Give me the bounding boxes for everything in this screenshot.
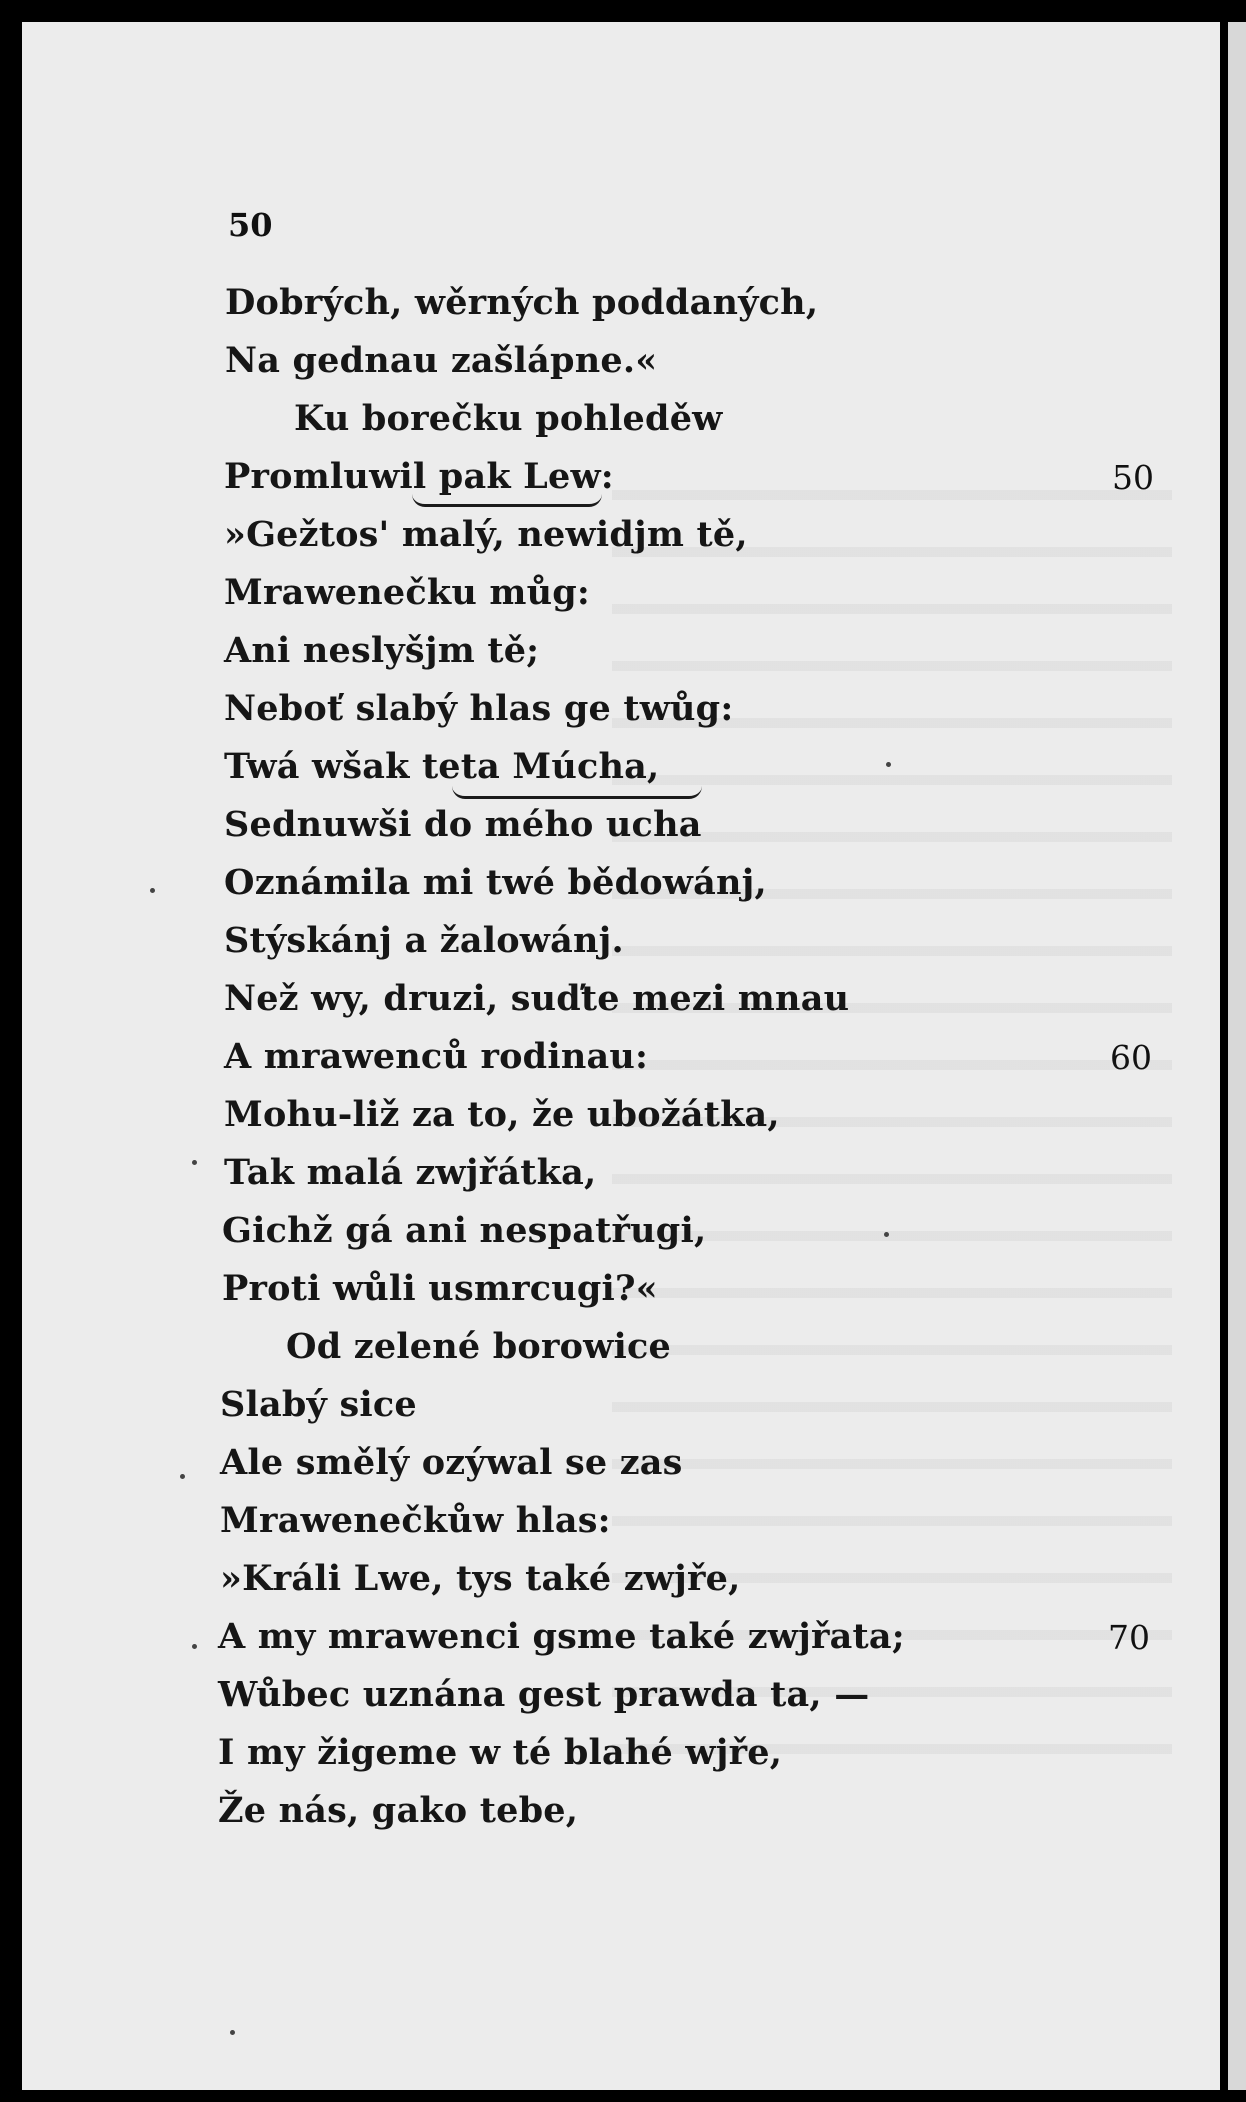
- verse-line: Slabý sice: [220, 1384, 417, 1425]
- verse-line: Na gednau zašlápne.«: [225, 340, 658, 381]
- verse-line: Stýskánj a žalowánj.: [224, 920, 624, 961]
- verse-line: Gichž gá ani nespatřugi,: [222, 1210, 707, 1251]
- scan-speck: [884, 1232, 889, 1237]
- verse-line: Dobrých, wěrných poddaných,: [225, 282, 819, 323]
- verse-line: Promluwil pak Lew:: [224, 456, 614, 497]
- verse-line: »Gežtos' malý, newidjm tě,: [224, 514, 748, 555]
- verse-line: Mrawenečku můg:: [224, 572, 591, 613]
- verse-line: Že nás, gako tebe,: [218, 1790, 579, 1831]
- verse-line: Proti wůli usmrcugi?«: [222, 1268, 658, 1309]
- line-number: 70: [1108, 1618, 1150, 1657]
- pencil-underline: [412, 494, 602, 507]
- line-number: 60: [1110, 1038, 1152, 1077]
- verse-line: »Králi Lwe, tys také zwjře,: [220, 1558, 741, 1599]
- verse-line: Ale smělý ozýwal se zas: [220, 1442, 683, 1483]
- verse-line: Mrawenečkůw hlas:: [220, 1500, 611, 1541]
- verse-line: Od zelené borowice: [286, 1326, 671, 1367]
- scan-speck: [180, 1474, 185, 1479]
- verse-line: Ani neslyšjm tě;: [224, 630, 540, 671]
- page-number: 50: [228, 206, 273, 244]
- verse-line: Neboť slabý hlas ge twůg:: [224, 688, 734, 729]
- verse-line: I my žigeme w té blahé wjře,: [218, 1732, 783, 1773]
- verse-line: A my mrawenci gsme také zwjřata;: [218, 1616, 905, 1657]
- verse-line: Než wy, druzi, suďte mezi mnau: [224, 978, 850, 1019]
- verse-line: A mrawenců rodinau:: [224, 1036, 649, 1077]
- scan-speck: [150, 888, 155, 893]
- scan-speck: [192, 1644, 197, 1649]
- verse-line: Sednuwši do mého ucha: [224, 804, 702, 845]
- scan-speck: [886, 762, 891, 767]
- verse-line: Wůbec uznána gest prawda ta, —: [218, 1674, 870, 1715]
- verse-line: Ku borečku pohleděw: [294, 398, 723, 439]
- book-page: [22, 22, 1220, 2090]
- line-number: 50: [1112, 458, 1154, 497]
- pencil-underline: [452, 786, 702, 799]
- scan-speck: [192, 1160, 197, 1165]
- verse-line: Oznámila mi twé bědowánj,: [224, 862, 767, 903]
- verse-line: Mohu-liž za to, že ubožátka,: [224, 1094, 780, 1135]
- page-edge: [1228, 22, 1246, 2090]
- scan-speck: [230, 2030, 235, 2035]
- verse-line: Tak malá zwjřátka,: [224, 1152, 597, 1193]
- verse-line: Twá wšak teta Múcha,: [224, 746, 660, 787]
